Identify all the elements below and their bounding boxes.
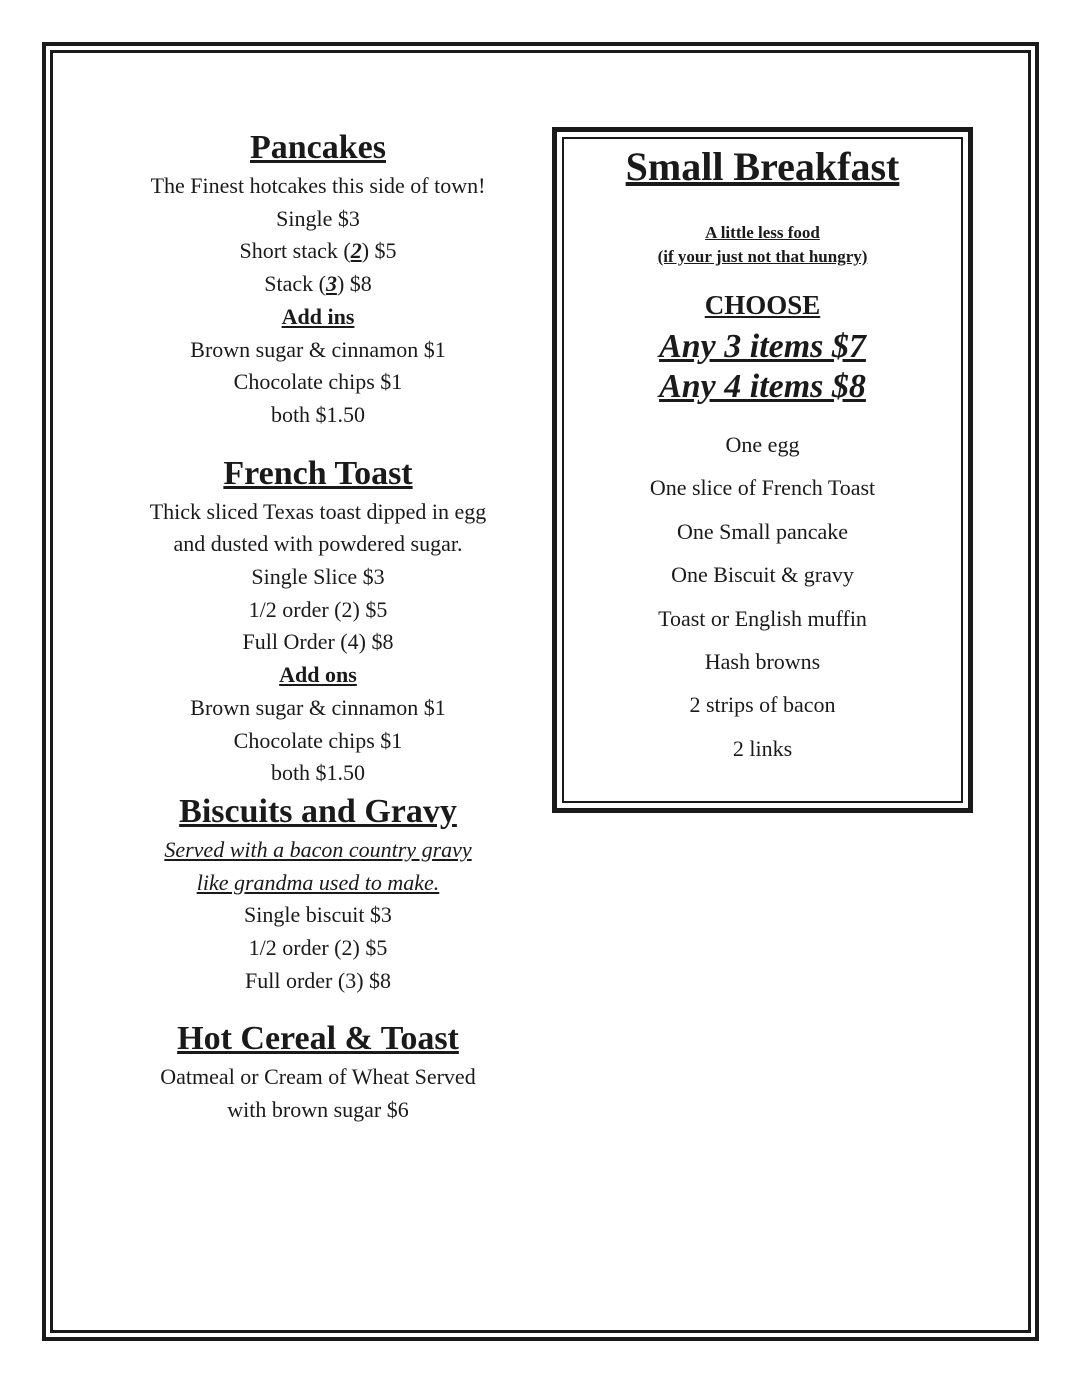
pancakes-description: The Finest hotcakes this side of town!: [150, 173, 486, 198]
option-item: One egg: [725, 432, 800, 457]
french-toast-section: [118, 452, 518, 790]
left-column: [118, 126, 518, 1127]
small-breakfast-title: Small Breakfast: [625, 144, 900, 189]
cereal-description-line: Oatmeal or Cream of Wheat Served: [160, 1064, 476, 1090]
option-item: One Small pancake: [676, 518, 849, 544]
deal-price: Any 3 items $7: [659, 328, 866, 365]
french-toast-title: French Toast: [223, 454, 413, 492]
option-item: 2 strips of bacon: [689, 692, 836, 718]
french-toast-description-line: Thick sliced Texas toast dipped in egg: [149, 498, 487, 524]
french-toast-price: 1/2 order (2) $5: [248, 596, 388, 622]
pancakes-addin-item: Chocolate chips $1: [233, 369, 403, 395]
cereal-title: Hot Cereal & Toast: [177, 1020, 459, 1058]
small-breakfast-subtitle-line: A little less food: [705, 223, 820, 242]
biscuits-price: Single biscuit $3: [244, 902, 392, 928]
pancakes-title: Pancakes: [250, 129, 386, 166]
option-item: One slice of French Toast: [649, 475, 876, 501]
pancakes-section: [118, 126, 518, 432]
option-item: 2 links: [732, 735, 793, 761]
french-toast-addon-item: Brown sugar & cinnamon $1: [190, 694, 446, 720]
french-toast-addon-item: Chocolate chips $1: [233, 727, 403, 753]
cereal-section: [118, 1017, 518, 1126]
option-item: One Biscuit & gravy: [671, 562, 854, 588]
pancakes-short-stack-price: Short stack (2) $5: [239, 238, 397, 264]
small-breakfast-section: [564, 139, 961, 770]
deal-price: Any 4 items $8: [659, 368, 866, 405]
biscuits-title: Biscuits and Gravy: [179, 792, 457, 830]
french-toast-addons-title: Add ons: [279, 662, 357, 688]
biscuits-price: 1/2 order (2) $5: [248, 935, 388, 961]
pancakes-stack-price: Stack (3) $8: [264, 271, 372, 297]
cereal-description-line: with brown sugar $6: [227, 1097, 409, 1123]
choose-heading: CHOOSE: [704, 290, 821, 320]
option-item: Hash browns: [704, 649, 821, 675]
french-toast-description-line: and dusted with powdered sugar.: [173, 531, 463, 557]
french-toast-addon-item: both $1.50: [270, 760, 366, 786]
pancakes-addins-title: Add ins: [281, 303, 355, 329]
pancakes-single-price: Single $3: [276, 205, 360, 231]
biscuits-price: Full order (3) $8: [244, 967, 392, 993]
biscuits-description-line: like grandma used to make.: [196, 869, 440, 895]
pancakes-addin-item: Brown sugar & cinnamon $1: [190, 336, 446, 362]
pancakes-addin-item: both $1.50: [270, 401, 366, 427]
french-toast-price: Single Slice $3: [251, 564, 385, 590]
small-breakfast-subtitle-line: (if your just not that hungry): [657, 247, 868, 266]
option-item: Toast or English muffin: [658, 605, 867, 631]
biscuits-description-line: Served with a bacon country gravy: [164, 836, 472, 862]
french-toast-price: Full Order (4) $8: [242, 629, 394, 655]
biscuits-section: [118, 790, 518, 998]
